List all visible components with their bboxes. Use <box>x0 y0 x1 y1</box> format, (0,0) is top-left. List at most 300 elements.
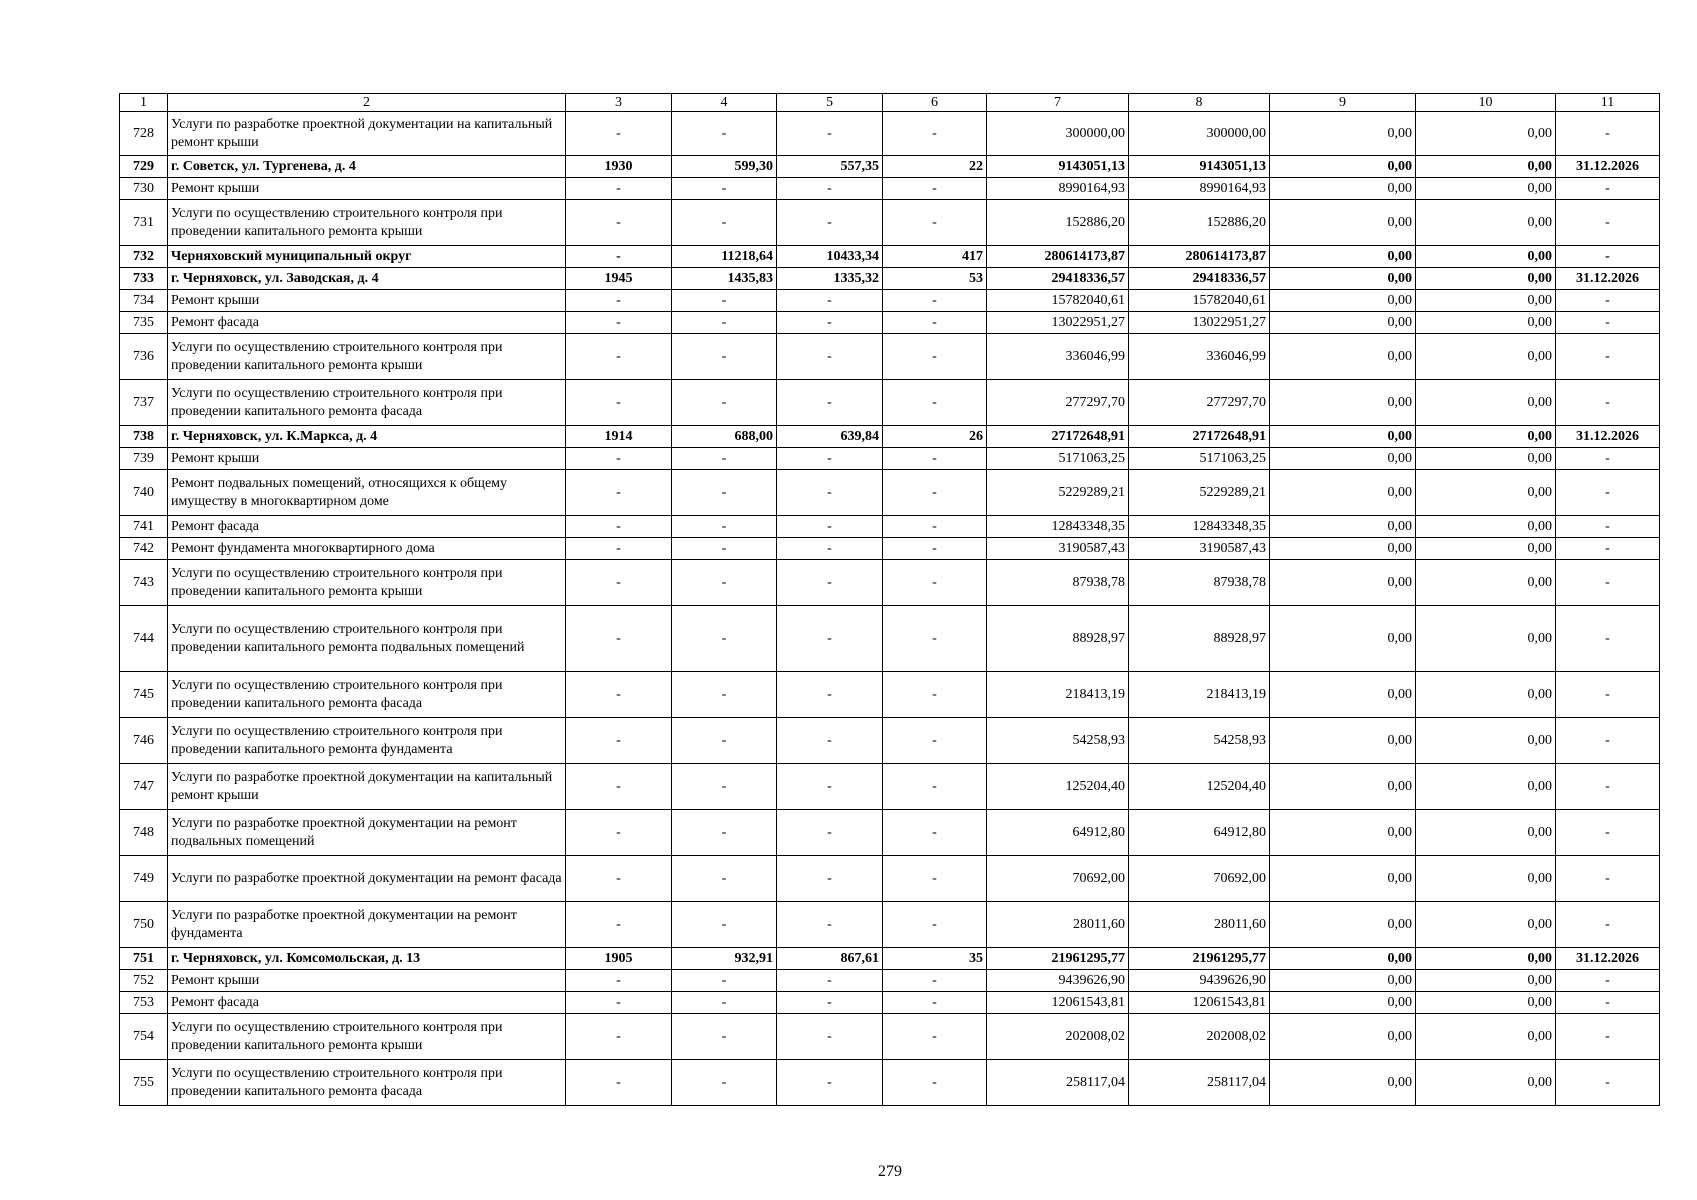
cell-col6: - <box>883 290 987 312</box>
column-header: 2 <box>168 94 566 112</box>
cell-col5: - <box>777 516 883 538</box>
cell-col7: 21961295,77 <box>987 948 1129 970</box>
cell-col3: - <box>566 672 672 718</box>
cell-col3: - <box>566 448 672 470</box>
cell-col11: - <box>1556 902 1660 948</box>
cell-col8: 125204,40 <box>1129 764 1270 810</box>
cell-col11: 31.12.2026 <box>1556 156 1660 178</box>
work-description: Услуги по осуществлению строительного контроля при проведении капитального ремонта крыши <box>168 560 566 606</box>
column-header: 4 <box>672 94 777 112</box>
cell-col8: 5229289,21 <box>1129 470 1270 516</box>
cell-col4: 599,30 <box>672 156 777 178</box>
work-description: г. Черняховск, ул. Заводская, д. 4 <box>168 268 566 290</box>
cell-col7: 70692,00 <box>987 856 1129 902</box>
cell-col7: 218413,19 <box>987 672 1129 718</box>
column-header: 1 <box>120 94 168 112</box>
cell-col3: - <box>566 1014 672 1060</box>
cell-col4: 932,91 <box>672 948 777 970</box>
work-description: Ремонт крыши <box>168 178 566 200</box>
cell-col7: 5171063,25 <box>987 448 1129 470</box>
cell-col10: 0,00 <box>1416 470 1556 516</box>
cell-col11: - <box>1556 672 1660 718</box>
cell-col8: 21961295,77 <box>1129 948 1270 970</box>
cell-col7: 5229289,21 <box>987 470 1129 516</box>
row-number: 738 <box>120 426 168 448</box>
cell-col11: - <box>1556 538 1660 560</box>
cell-col7: 64912,80 <box>987 810 1129 856</box>
cell-col10: 0,00 <box>1416 1014 1556 1060</box>
table-row <box>120 112 1660 156</box>
cell-col11: - <box>1556 606 1660 672</box>
cell-col11: - <box>1556 516 1660 538</box>
data-table <box>119 93 1660 1106</box>
cell-col3: - <box>566 290 672 312</box>
table-row <box>120 992 1660 1014</box>
row-number: 739 <box>120 448 168 470</box>
work-description: г. Черняховск, ул. К.Маркса, д. 4 <box>168 426 566 448</box>
cell-col3: - <box>566 560 672 606</box>
cell-col9: 0,00 <box>1270 380 1416 426</box>
cell-col3: - <box>566 538 672 560</box>
cell-col5: 867,61 <box>777 948 883 970</box>
row-number: 745 <box>120 672 168 718</box>
table-row <box>120 268 1660 290</box>
cell-col6: 417 <box>883 246 987 268</box>
work-description: Услуги по осуществлению строительного контроля при проведении капитального ремонта крыши <box>168 1014 566 1060</box>
cell-col8: 8990164,93 <box>1129 178 1270 200</box>
cell-col8: 15782040,61 <box>1129 290 1270 312</box>
table-row <box>120 970 1660 992</box>
cell-col6: - <box>883 606 987 672</box>
work-description: Услуги по разработке проектной документации на ремонт фасада <box>168 856 566 902</box>
cell-col6: - <box>883 470 987 516</box>
cell-col8: 12061543,81 <box>1129 992 1270 1014</box>
table-row <box>120 178 1660 200</box>
cell-col6: - <box>883 672 987 718</box>
cell-col7: 277297,70 <box>987 380 1129 426</box>
cell-col4: - <box>672 810 777 856</box>
cell-col9: 0,00 <box>1270 470 1416 516</box>
table-row <box>120 810 1660 856</box>
cell-col7: 27172648,91 <box>987 426 1129 448</box>
cell-col3: - <box>566 380 672 426</box>
cell-col11: - <box>1556 810 1660 856</box>
cell-col11: - <box>1556 246 1660 268</box>
cell-col9: 0,00 <box>1270 178 1416 200</box>
cell-col5: - <box>777 380 883 426</box>
cell-col9: 0,00 <box>1270 312 1416 334</box>
cell-col5: 639,84 <box>777 426 883 448</box>
cell-col5: - <box>777 538 883 560</box>
column-header: 8 <box>1129 94 1270 112</box>
cell-col4: - <box>672 112 777 156</box>
cell-col4: - <box>672 516 777 538</box>
table-row <box>120 1014 1660 1060</box>
work-description: г. Черняховск, ул. Комсомольская, д. 13 <box>168 948 566 970</box>
cell-col6: - <box>883 538 987 560</box>
cell-col5: - <box>777 992 883 1014</box>
row-number: 733 <box>120 268 168 290</box>
cell-col11: 31.12.2026 <box>1556 268 1660 290</box>
cell-col11: - <box>1556 970 1660 992</box>
row-number: 749 <box>120 856 168 902</box>
cell-col7: 54258,93 <box>987 718 1129 764</box>
work-description: Ремонт фундамента многоквартирного дома <box>168 538 566 560</box>
table-row <box>120 380 1660 426</box>
row-number: 741 <box>120 516 168 538</box>
work-description: Черняховский муниципальный округ <box>168 246 566 268</box>
cell-col10: 0,00 <box>1416 1060 1556 1106</box>
cell-col4: - <box>672 538 777 560</box>
cell-col4: - <box>672 448 777 470</box>
row-number: 748 <box>120 810 168 856</box>
cell-col3: - <box>566 312 672 334</box>
cell-col11: - <box>1556 718 1660 764</box>
cell-col5: - <box>777 1014 883 1060</box>
cell-col9: 0,00 <box>1270 426 1416 448</box>
cell-col5: 10433,34 <box>777 246 883 268</box>
cell-col8: 13022951,27 <box>1129 312 1270 334</box>
column-header: 5 <box>777 94 883 112</box>
row-number: 753 <box>120 992 168 1014</box>
cell-col10: 0,00 <box>1416 448 1556 470</box>
cell-col9: 0,00 <box>1270 902 1416 948</box>
column-header: 11 <box>1556 94 1660 112</box>
cell-col5: - <box>777 312 883 334</box>
cell-col3: - <box>566 970 672 992</box>
cell-col9: 0,00 <box>1270 718 1416 764</box>
table-row <box>120 426 1660 448</box>
cell-col4: - <box>672 718 777 764</box>
cell-col5: - <box>777 718 883 764</box>
column-header: 6 <box>883 94 987 112</box>
row-number: 742 <box>120 538 168 560</box>
cell-col10: 0,00 <box>1416 560 1556 606</box>
cell-col3: 1914 <box>566 426 672 448</box>
cell-col7: 152886,20 <box>987 200 1129 246</box>
cell-col10: 0,00 <box>1416 810 1556 856</box>
table-row <box>120 448 1660 470</box>
cell-col11: - <box>1556 856 1660 902</box>
cell-col11: 31.12.2026 <box>1556 948 1660 970</box>
cell-col8: 5171063,25 <box>1129 448 1270 470</box>
cell-col9: 0,00 <box>1270 560 1416 606</box>
cell-col10: 0,00 <box>1416 334 1556 380</box>
cell-col9: 0,00 <box>1270 516 1416 538</box>
cell-col11: - <box>1556 380 1660 426</box>
row-number: 735 <box>120 312 168 334</box>
cell-col11: - <box>1556 764 1660 810</box>
cell-col9: 0,00 <box>1270 538 1416 560</box>
cell-col4: - <box>672 200 777 246</box>
cell-col10: 0,00 <box>1416 764 1556 810</box>
cell-col10: 0,00 <box>1416 516 1556 538</box>
row-number: 730 <box>120 178 168 200</box>
cell-col7: 280614173,87 <box>987 246 1129 268</box>
work-description: Услуги по разработке проектной документации на капитальный ремонт крыши <box>168 112 566 156</box>
cell-col4: - <box>672 290 777 312</box>
table-row <box>120 902 1660 948</box>
cell-col11: - <box>1556 200 1660 246</box>
cell-col3: - <box>566 810 672 856</box>
cell-col10: 0,00 <box>1416 380 1556 426</box>
cell-col4: - <box>672 178 777 200</box>
cell-col3: - <box>566 516 672 538</box>
cell-col4: - <box>672 764 777 810</box>
cell-col5: - <box>777 112 883 156</box>
cell-col11: - <box>1556 560 1660 606</box>
cell-col5: - <box>777 560 883 606</box>
work-description: Услуги по разработке проектной документации на ремонт подвальных помещений <box>168 810 566 856</box>
table-row <box>120 1060 1660 1106</box>
cell-col7: 8990164,93 <box>987 178 1129 200</box>
cell-col3: - <box>566 246 672 268</box>
column-header: 10 <box>1416 94 1556 112</box>
cell-col10: 0,00 <box>1416 290 1556 312</box>
work-description: Ремонт крыши <box>168 970 566 992</box>
cell-col3: - <box>566 1060 672 1106</box>
cell-col11: - <box>1556 992 1660 1014</box>
cell-col4: - <box>672 1014 777 1060</box>
row-number: 740 <box>120 470 168 516</box>
cell-col6: - <box>883 856 987 902</box>
cell-col9: 0,00 <box>1270 334 1416 380</box>
cell-col6: 22 <box>883 156 987 178</box>
cell-col9: 0,00 <box>1270 1014 1416 1060</box>
cell-col10: 0,00 <box>1416 178 1556 200</box>
cell-col11: 31.12.2026 <box>1556 426 1660 448</box>
cell-col9: 0,00 <box>1270 856 1416 902</box>
cell-col8: 9439626,90 <box>1129 970 1270 992</box>
row-number: 751 <box>120 948 168 970</box>
cell-col9: 0,00 <box>1270 764 1416 810</box>
row-number: 734 <box>120 290 168 312</box>
table-row <box>120 156 1660 178</box>
cell-col4: - <box>672 606 777 672</box>
cell-col3: - <box>566 200 672 246</box>
cell-col6: - <box>883 970 987 992</box>
cell-col9: 0,00 <box>1270 606 1416 672</box>
table-row <box>120 606 1660 672</box>
table-row <box>120 718 1660 764</box>
cell-col8: 27172648,91 <box>1129 426 1270 448</box>
cell-col3: - <box>566 606 672 672</box>
cell-col10: 0,00 <box>1416 902 1556 948</box>
column-header: 9 <box>1270 94 1416 112</box>
work-description: Услуги по осуществлению строительного контроля при проведении капитального ремонта фасада <box>168 672 566 718</box>
work-description: Ремонт подвальных помещений, относящихся к общему имуществу в многоквартирном доме <box>168 470 566 516</box>
work-description: Ремонт фасада <box>168 992 566 1014</box>
work-description: Услуги по осуществлению строительного контроля при проведении капитального ремонта крыши <box>168 200 566 246</box>
cell-col6: - <box>883 1060 987 1106</box>
table-row <box>120 516 1660 538</box>
cell-col4: - <box>672 902 777 948</box>
cell-col10: 0,00 <box>1416 718 1556 764</box>
cell-col7: 87938,78 <box>987 560 1129 606</box>
page-number: 279 <box>878 1163 902 1180</box>
cell-col10: 0,00 <box>1416 538 1556 560</box>
table-row <box>120 672 1660 718</box>
cell-col3: - <box>566 178 672 200</box>
cell-col10: 0,00 <box>1416 970 1556 992</box>
cell-col3: - <box>566 902 672 948</box>
cell-col8: 258117,04 <box>1129 1060 1270 1106</box>
column-header: 3 <box>566 94 672 112</box>
cell-col3: - <box>566 764 672 810</box>
row-number: 732 <box>120 246 168 268</box>
cell-col7: 28011,60 <box>987 902 1129 948</box>
cell-col7: 29418336,57 <box>987 268 1129 290</box>
cell-col6: - <box>883 334 987 380</box>
cell-col4: 688,00 <box>672 426 777 448</box>
cell-col8: 202008,02 <box>1129 1014 1270 1060</box>
cell-col7: 12843348,35 <box>987 516 1129 538</box>
cell-col3: - <box>566 334 672 380</box>
cell-col8: 9143051,13 <box>1129 156 1270 178</box>
cell-col11: - <box>1556 448 1660 470</box>
cell-col7: 9143051,13 <box>987 156 1129 178</box>
row-number: 743 <box>120 560 168 606</box>
cell-col3: - <box>566 470 672 516</box>
cell-col5: - <box>777 902 883 948</box>
cell-col10: 0,00 <box>1416 992 1556 1014</box>
cell-col9: 0,00 <box>1270 112 1416 156</box>
table-row <box>120 948 1660 970</box>
work-description: Ремонт фасада <box>168 312 566 334</box>
cell-col11: - <box>1556 290 1660 312</box>
cell-col7: 9439626,90 <box>987 970 1129 992</box>
cell-col7: 125204,40 <box>987 764 1129 810</box>
table-row <box>120 470 1660 516</box>
row-number: 754 <box>120 1014 168 1060</box>
cell-col8: 29418336,57 <box>1129 268 1270 290</box>
table-row <box>120 538 1660 560</box>
cell-col8: 336046,99 <box>1129 334 1270 380</box>
cell-col5: - <box>777 1060 883 1106</box>
cell-col3: - <box>566 856 672 902</box>
cell-col9: 0,00 <box>1270 992 1416 1014</box>
cell-col6: - <box>883 810 987 856</box>
row-number: 752 <box>120 970 168 992</box>
work-description: Услуги по разработке проектной документации на капитальный ремонт крыши <box>168 764 566 810</box>
cell-col6: 35 <box>883 948 987 970</box>
work-description: Ремонт крыши <box>168 290 566 312</box>
cell-col6: - <box>883 1014 987 1060</box>
header-row <box>120 94 1660 112</box>
column-header: 7 <box>987 94 1129 112</box>
row-number: 731 <box>120 200 168 246</box>
cell-col9: 0,00 <box>1270 200 1416 246</box>
table-row <box>120 290 1660 312</box>
cell-col6: - <box>883 312 987 334</box>
cell-col8: 277297,70 <box>1129 380 1270 426</box>
cell-col4: - <box>672 560 777 606</box>
cell-col8: 12843348,35 <box>1129 516 1270 538</box>
work-description: Ремонт крыши <box>168 448 566 470</box>
table-row <box>120 856 1660 902</box>
row-number: 736 <box>120 334 168 380</box>
cell-col11: - <box>1556 334 1660 380</box>
cell-col10: 0,00 <box>1416 246 1556 268</box>
cell-col10: 0,00 <box>1416 948 1556 970</box>
cell-col4: - <box>672 380 777 426</box>
cell-col7: 88928,97 <box>987 606 1129 672</box>
cell-col6: - <box>883 200 987 246</box>
cell-col9: 0,00 <box>1270 970 1416 992</box>
cell-col8: 64912,80 <box>1129 810 1270 856</box>
cell-col4: 1435,83 <box>672 268 777 290</box>
row-number: 747 <box>120 764 168 810</box>
table-row <box>120 246 1660 268</box>
cell-col7: 13022951,27 <box>987 312 1129 334</box>
cell-col10: 0,00 <box>1416 312 1556 334</box>
cell-col7: 300000,00 <box>987 112 1129 156</box>
cell-col5: - <box>777 970 883 992</box>
cell-col8: 218413,19 <box>1129 672 1270 718</box>
cell-col8: 88928,97 <box>1129 606 1270 672</box>
cell-col5: - <box>777 672 883 718</box>
cell-col6: - <box>883 380 987 426</box>
row-number: 737 <box>120 380 168 426</box>
cell-col8: 280614173,87 <box>1129 246 1270 268</box>
cell-col5: - <box>777 200 883 246</box>
cell-col5: - <box>777 178 883 200</box>
work-description: Услуги по осуществлению строительного контроля при проведении капитального ремонта фасада <box>168 380 566 426</box>
cell-col4: - <box>672 470 777 516</box>
cell-col9: 0,00 <box>1270 948 1416 970</box>
work-description: Услуги по разработке проектной документации на ремонт фундамента <box>168 902 566 948</box>
row-number: 755 <box>120 1060 168 1106</box>
row-number: 750 <box>120 902 168 948</box>
cell-col3: - <box>566 112 672 156</box>
cell-col10: 0,00 <box>1416 672 1556 718</box>
cell-col7: 12061543,81 <box>987 992 1129 1014</box>
cell-col6: - <box>883 560 987 606</box>
cell-col8: 70692,00 <box>1129 856 1270 902</box>
cell-col6: - <box>883 516 987 538</box>
cell-col8: 3190587,43 <box>1129 538 1270 560</box>
cell-col3: - <box>566 992 672 1014</box>
cell-col11: - <box>1556 1060 1660 1106</box>
cell-col6: - <box>883 902 987 948</box>
cell-col11: - <box>1556 312 1660 334</box>
row-number: 728 <box>120 112 168 156</box>
cell-col5: - <box>777 470 883 516</box>
work-description: Услуги по осуществлению строительного контроля при проведении капитального ремонта крыши <box>168 334 566 380</box>
cell-col4: - <box>672 312 777 334</box>
work-description: Ремонт фасада <box>168 516 566 538</box>
cell-col8: 54258,93 <box>1129 718 1270 764</box>
row-number: 744 <box>120 606 168 672</box>
cell-col5: - <box>777 334 883 380</box>
cell-col7: 258117,04 <box>987 1060 1129 1106</box>
work-description: Услуги по осуществлению строительного контроля при проведении капитального ремонта подвальных помещений <box>168 606 566 672</box>
cell-col6: - <box>883 112 987 156</box>
cell-col5: - <box>777 764 883 810</box>
cell-col4: - <box>672 992 777 1014</box>
cell-col6: 26 <box>883 426 987 448</box>
table-row <box>120 312 1660 334</box>
work-description: Услуги по осуществлению строительного контроля при проведении капитального ремонта фасада <box>168 1060 566 1106</box>
cell-col4: - <box>672 672 777 718</box>
cell-col7: 336046,99 <box>987 334 1129 380</box>
work-description: Услуги по осуществлению строительного контроля при проведении капитального ремонта фундамента <box>168 718 566 764</box>
cell-col5: - <box>777 810 883 856</box>
cell-col10: 0,00 <box>1416 426 1556 448</box>
cell-col7: 202008,02 <box>987 1014 1129 1060</box>
cell-col4: - <box>672 334 777 380</box>
cell-col6: 53 <box>883 268 987 290</box>
